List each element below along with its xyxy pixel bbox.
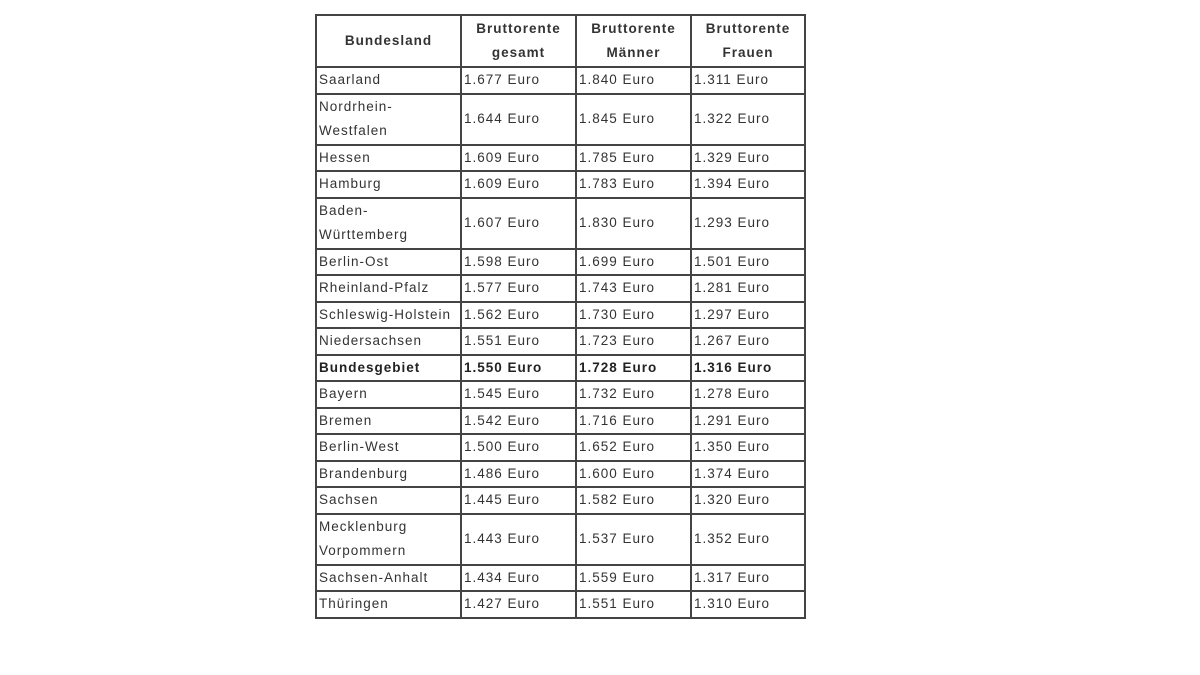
cell-gesamt: 1.551 Euro: [461, 328, 576, 355]
table-row: [316, 275, 805, 302]
cell-frauen: 1.374 Euro: [691, 461, 805, 488]
bundesland-name-line: Hamburg: [319, 176, 382, 191]
cell-bundesland: [316, 275, 461, 302]
cell-gesamt: 1.500 Euro: [461, 434, 576, 461]
table-row: [316, 198, 805, 249]
cell-maenner: 1.783 Euro: [576, 171, 691, 198]
cell-maenner: 1.743 Euro: [576, 275, 691, 302]
cell-frauen: 1.316 Euro: [691, 355, 805, 382]
cell-maenner: 1.730 Euro: [576, 302, 691, 329]
cell-maenner: 1.723 Euro: [576, 328, 691, 355]
cell-gesamt: 1.577 Euro: [461, 275, 576, 302]
header-frauen: [691, 15, 805, 67]
cell-maenner: 1.652 Euro: [576, 434, 691, 461]
bundesland-name-line: Saarland: [319, 72, 382, 87]
table-row: [316, 487, 805, 514]
bundesland-name-line: Thüringen: [319, 596, 389, 611]
table-row: [316, 171, 805, 198]
table-body: [316, 67, 805, 618]
bundesland-name-line: Schleswig-Holstein: [319, 306, 452, 322]
cell-frauen: 1.350 Euro: [691, 434, 805, 461]
cell-gesamt: 1.443 Euro: [461, 514, 576, 565]
bundesland-name-line: Westfalen: [319, 123, 388, 138]
cell-frauen: 1.267 Euro: [691, 328, 805, 355]
table-row: [316, 302, 805, 329]
table-row: [316, 94, 805, 145]
table-row: [316, 145, 805, 172]
cell-maenner: 1.600 Euro: [576, 461, 691, 488]
cell-maenner: 1.537 Euro: [576, 514, 691, 565]
cell-gesamt: 1.550 Euro: [461, 355, 576, 382]
bundesland-name-line: Berlin-Ost: [319, 253, 390, 269]
cell-frauen: 1.310 Euro: [691, 591, 805, 618]
cell-gesamt: 1.562 Euro: [461, 302, 576, 329]
table-row: [316, 591, 805, 618]
cell-gesamt: 1.609 Euro: [461, 145, 576, 172]
cell-bundesland: [316, 171, 461, 198]
cell-bundesland: [316, 249, 461, 276]
bundesland-name-line: Mecklenburg: [319, 518, 408, 534]
cell-frauen: 1.293 Euro: [691, 198, 805, 249]
cell-bundesland: [316, 565, 461, 592]
cell-gesamt: 1.486 Euro: [461, 461, 576, 488]
cell-frauen: 1.320 Euro: [691, 487, 805, 514]
bundesland-name-line: Sachsen-Anhalt: [319, 569, 429, 585]
cell-maenner: 1.716 Euro: [576, 408, 691, 435]
header-line: Bundesland: [344, 33, 433, 48]
cell-maenner: 1.840 Euro: [576, 67, 691, 94]
header-line: Frauen: [722, 45, 774, 60]
header-line: Bruttorente: [705, 21, 791, 36]
cell-frauen: 1.501 Euro: [691, 249, 805, 276]
cell-frauen: 1.291 Euro: [691, 408, 805, 435]
cell-bundesland: [316, 328, 461, 355]
cell-frauen: 1.278 Euro: [691, 381, 805, 408]
table-row: [316, 514, 805, 565]
cell-bundesland: [316, 355, 461, 382]
header-gesamt: [461, 15, 576, 67]
cell-bundesland: [316, 591, 461, 618]
cell-frauen: 1.329 Euro: [691, 145, 805, 172]
bundesland-name-line: Bremen: [319, 412, 373, 428]
cell-gesamt: 1.445 Euro: [461, 487, 576, 514]
table-row: [316, 461, 805, 488]
table-row: [316, 408, 805, 435]
bundesland-name-line: Bundesgebiet: [319, 359, 421, 375]
cell-gesamt: 1.598 Euro: [461, 249, 576, 276]
cell-gesamt: 1.427 Euro: [461, 591, 576, 618]
header-line: gesamt: [491, 45, 546, 60]
bundesland-name-line: Sachsen: [319, 492, 379, 507]
cell-bundesland: [316, 434, 461, 461]
cell-bundesland: [316, 145, 461, 172]
table-row: [316, 67, 805, 94]
cell-maenner: 1.699 Euro: [576, 249, 691, 276]
cell-frauen: 1.317 Euro: [691, 565, 805, 592]
cell-maenner: 1.582 Euro: [576, 487, 691, 514]
table-row: [316, 434, 805, 461]
cell-maenner: 1.830 Euro: [576, 198, 691, 249]
bundesland-name-line: Brandenburg: [319, 465, 409, 481]
header-line: Bruttorente: [476, 21, 561, 36]
cell-maenner: 1.785 Euro: [576, 145, 691, 172]
cell-bundesland: [316, 381, 461, 408]
bundesland-name-line: Niedersachsen: [319, 333, 423, 348]
cell-gesamt: 1.677 Euro: [461, 67, 576, 94]
cell-bundesland: [316, 461, 461, 488]
cell-maenner: 1.845 Euro: [576, 94, 691, 145]
bundesland-name-line: Vorpommern: [319, 543, 407, 558]
cell-gesamt: 1.609 Euro: [461, 171, 576, 198]
cell-frauen: 1.297 Euro: [691, 302, 805, 329]
cell-gesamt: 1.644 Euro: [461, 94, 576, 145]
cell-bundesland: [316, 302, 461, 329]
header-line: Männer: [606, 45, 661, 60]
cell-maenner: 1.551 Euro: [576, 591, 691, 618]
table-row: [316, 355, 805, 382]
bundesland-name-line: Rheinland-Pfalz: [319, 280, 430, 295]
cell-gesamt: 1.545 Euro: [461, 381, 576, 408]
cell-bundesland: [316, 94, 461, 145]
cell-maenner: 1.559 Euro: [576, 565, 691, 592]
cell-frauen: 1.322 Euro: [691, 94, 805, 145]
table-row: [316, 381, 805, 408]
cell-gesamt: 1.434 Euro: [461, 565, 576, 592]
bundesland-name-line: Württemberg: [319, 227, 409, 242]
cell-maenner: 1.728 Euro: [576, 355, 691, 382]
bundesland-name-line: Berlin-West: [319, 439, 400, 454]
cell-bundesland: [316, 408, 461, 435]
cell-frauen: 1.311 Euro: [691, 67, 805, 94]
bundesland-name-line: Nordrhein-: [319, 98, 393, 114]
cell-frauen: 1.281 Euro: [691, 275, 805, 302]
cell-maenner: 1.732 Euro: [576, 381, 691, 408]
cell-frauen: 1.394 Euro: [691, 171, 805, 198]
bundesland-name-line: Hessen: [319, 149, 371, 165]
table-row: [316, 565, 805, 592]
pension-table: [315, 14, 806, 619]
header-maenner: [576, 15, 691, 67]
cell-bundesland: [316, 67, 461, 94]
cell-bundesland: [316, 198, 461, 249]
cell-frauen: 1.352 Euro: [691, 514, 805, 565]
bundesland-name-line: Bayern: [319, 386, 368, 401]
table-row: [316, 249, 805, 276]
cell-gesamt: 1.607 Euro: [461, 198, 576, 249]
header-line: Bruttorente: [591, 21, 676, 36]
cell-bundesland: [316, 487, 461, 514]
header-row: [316, 15, 805, 67]
cell-bundesland: [316, 514, 461, 565]
bundesland-name-line: Baden-: [319, 202, 369, 218]
table-row: [316, 328, 805, 355]
header-bundesland: [316, 15, 461, 67]
cell-gesamt: 1.542 Euro: [461, 408, 576, 435]
